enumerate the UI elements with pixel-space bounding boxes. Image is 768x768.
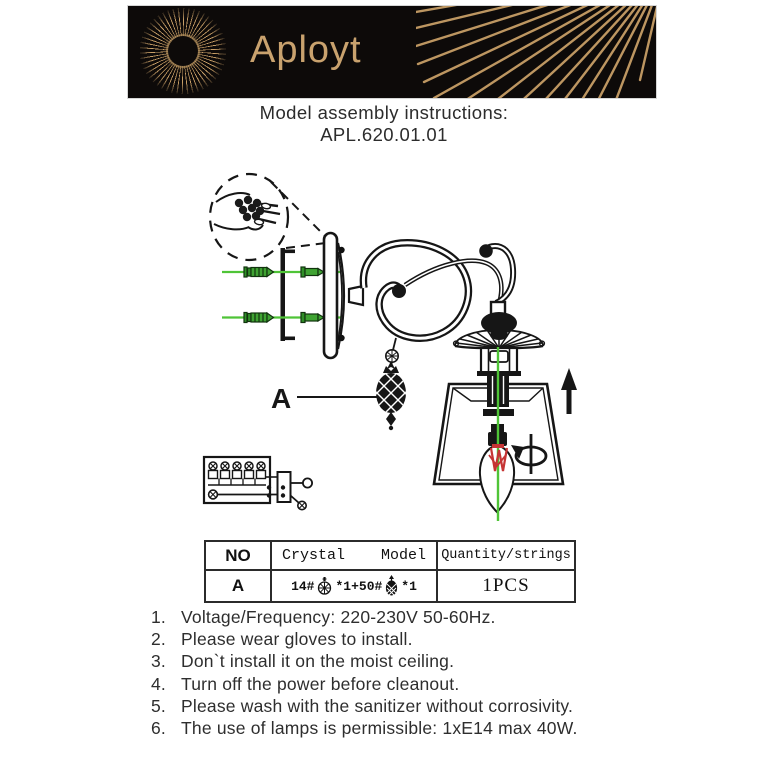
instruction-list [151,606,651,739]
wall-canopy [324,233,363,358]
col-quantity-header: Quantity/strings [436,542,574,569]
part-label-callout [271,383,377,414]
hand-with-screws-callout [210,174,326,260]
parts-table-header [206,542,574,569]
instruction-item: 1. Voltage/Frequency: 220-230V 50-60Hz. [151,607,496,627]
pendant-icon [385,575,398,597]
parts-table [204,540,576,603]
instruction-item: 3. Don`t install it on the moist ceiling. [151,651,455,672]
crystal-ball-icon [317,577,332,596]
up-arrow-icon [561,368,577,414]
instruction-item: 5. Please wash with the sanitizer without corrosivity. [151,695,574,716]
crystal-pendant [359,338,423,430]
col-no-header: NO [225,545,251,565]
row-crystal-spec: 14# *1+50# *1 [270,571,436,601]
mounting-bracket [281,248,296,341]
instruction-item: 4. Turn off the power before cleanout. [151,673,460,694]
terminal-block [204,457,312,510]
title-block [0,102,768,146]
col-crystal-header: Crystal Model [270,542,436,569]
table-row [206,569,574,601]
assembly-diagram [0,150,768,540]
row-quantity: 1PCS [436,571,574,601]
part-label: A [271,383,292,414]
brand-name: Aployt [250,29,362,71]
starburst-logo-icon [140,8,226,94]
instruction-item: 2. Please wear gloves to install. [151,629,413,650]
model-number: APL.620.01.01 [320,124,448,145]
art-deco-rays-icon [416,6,656,98]
page-title: Model assembly instructions: [259,102,509,123]
instruction-item: 6. The use of lamps is permissible: 1xE14 max 40W. [151,718,578,739]
brand-banner [127,5,657,99]
row-no: A [231,576,245,595]
